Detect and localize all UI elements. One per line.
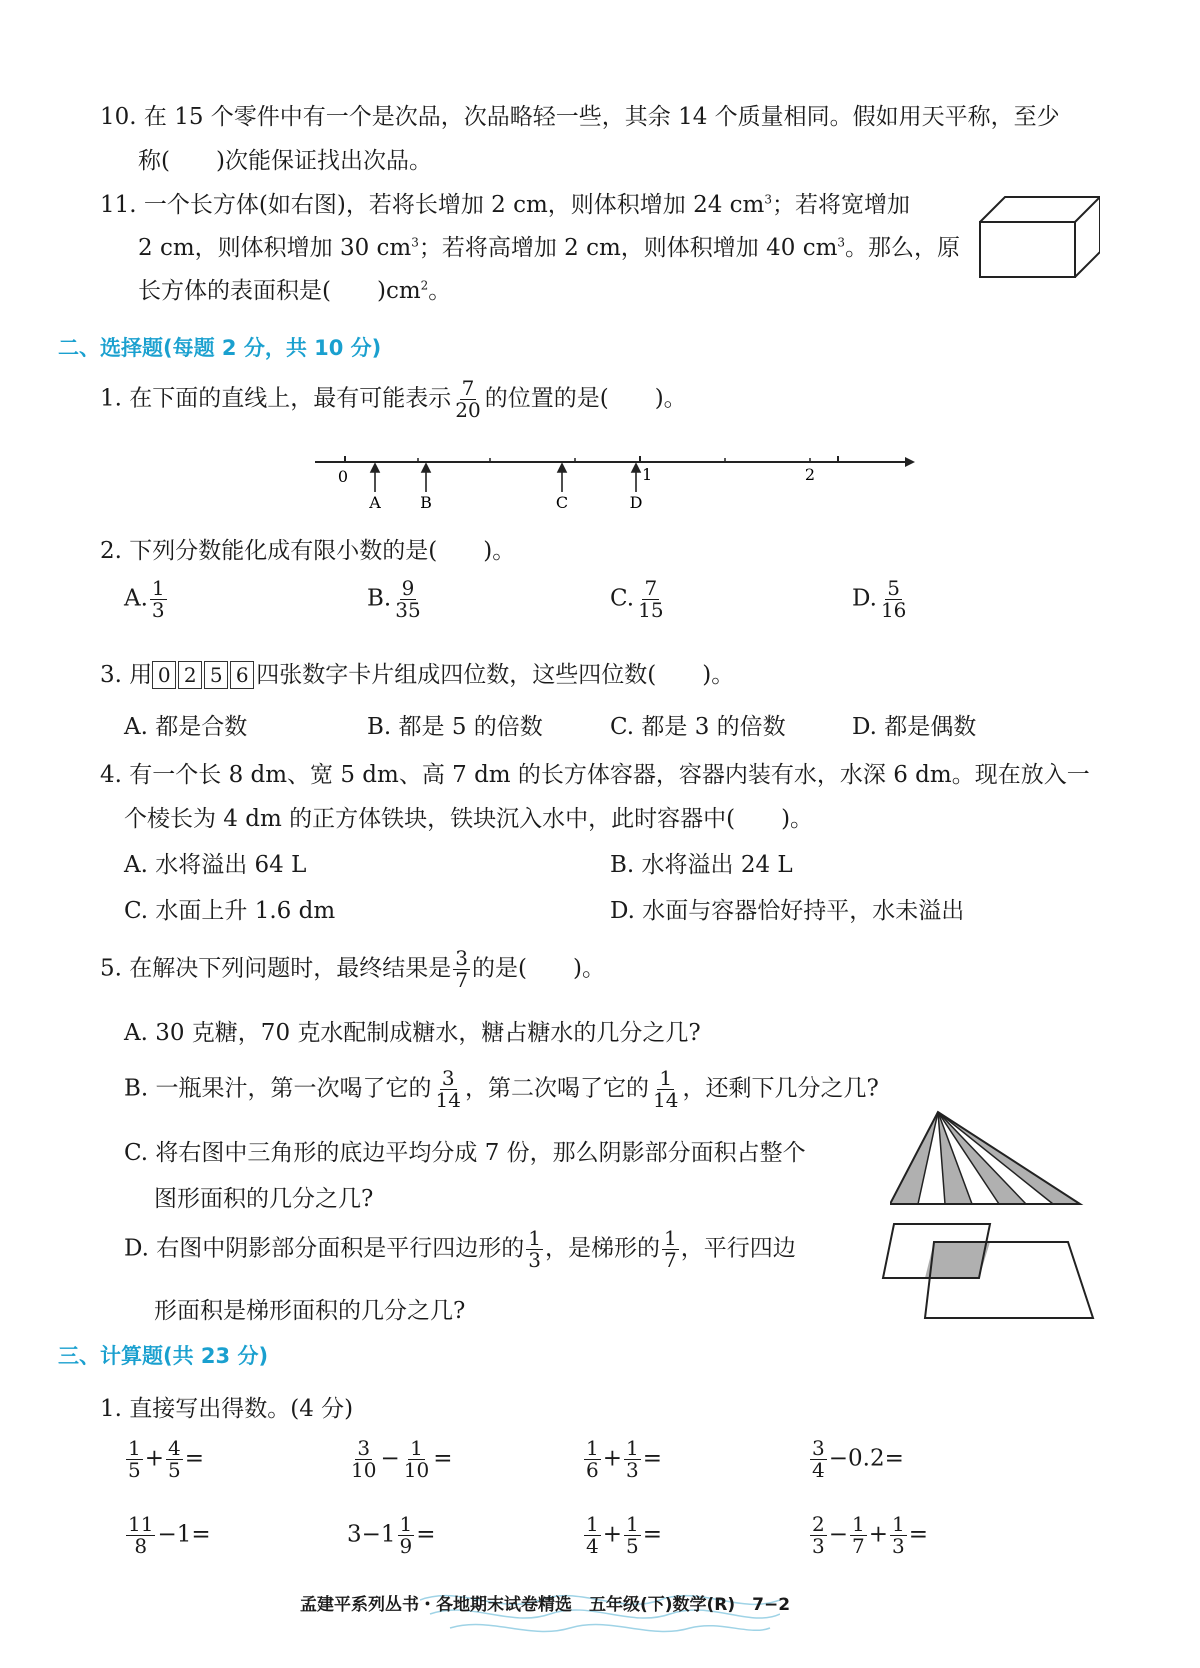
fraction: $\frac{3}{7}$ bbox=[455, 946, 468, 992]
cuboid-figure bbox=[975, 192, 1100, 282]
calc-r1c4: $\frac{3}{4}$ −0.2= bbox=[812, 1436, 904, 1482]
s2q3-option-d: D. 都是偶数 bbox=[852, 714, 977, 740]
q11-line1: 11. 一个长方体(如右图)，若将长增加 2 cm，则体积增加 24 $cm^3$；若将宽增加 bbox=[100, 192, 911, 218]
tick-label-2: 2 bbox=[804, 465, 816, 484]
digit-card: 5 bbox=[204, 661, 228, 689]
fraction: $\frac{11}{8}$ bbox=[128, 1512, 154, 1558]
calc-r1c2: $\frac{3}{10}$ − $\frac{1}{10}$ = bbox=[351, 1436, 453, 1482]
s2q4-option-d: D. 水面与容器恰好持平，水未溢出 bbox=[610, 898, 965, 924]
q10-line1: 10. 在 15 个零件中有一个是次品，次品略轻一些，其余 14 个质量相同。假如用天平称，至少 bbox=[100, 104, 1060, 130]
s2q5-stem: 5. 在解决下列问题时，最终结果是 $\frac{3}{7}$ 的是( )。 bbox=[100, 946, 605, 992]
fraction: $\frac{1}{14}$ bbox=[652, 1066, 679, 1112]
fraction: $\frac{1}{10}$ bbox=[403, 1436, 430, 1482]
section3-title: 三、计算题(共 23 分) bbox=[58, 1344, 269, 1368]
fraction: $\frac{5}{16}$ bbox=[880, 576, 907, 622]
point-label-c: C bbox=[555, 493, 569, 512]
calc-r2c4: $\frac{2}{3}$ − $\frac{1}{7}$ + $\frac{1}{3}$ = bbox=[812, 1512, 929, 1558]
s2q3-stem: 3. 用 0 2 5 6 四张数字卡片组成四位数，这些四位数( )。 bbox=[100, 662, 735, 688]
s2q3-option-c: C. 都是 3 的倍数 bbox=[610, 714, 786, 740]
calc-r2c3: $\frac{1}{4}$ + $\frac{1}{5}$ = bbox=[586, 1512, 663, 1558]
s3q1-stem: 1. 直接写出得数。(4 分) bbox=[100, 1396, 354, 1422]
fraction: $\frac{1}{6}$ bbox=[586, 1436, 599, 1482]
s2q1-stem: 1. 在下面的直线上，最有可能表示 $\frac{7}{20}$ 的位置的是( )。 bbox=[100, 376, 687, 422]
fraction: $\frac{1}{5}$ bbox=[626, 1512, 639, 1558]
s2q4-option-c: C. 水面上升 1.6 dm bbox=[124, 898, 336, 924]
q11-line3: 长方体的表面积是( )$cm^2$。 bbox=[138, 278, 452, 304]
s2q4-option-b: B. 水将溢出 24 L bbox=[610, 852, 793, 878]
q11-line2: 2 cm，则体积增加 30 $cm^3$；若将高增加 2 cm，则体积增加 40 $cm^3$。那么，原 bbox=[138, 235, 961, 261]
calc-r2c1: $\frac{11}{8}$ −1= bbox=[128, 1512, 211, 1558]
s2q4-option-a: A. 水将溢出 64 L bbox=[124, 852, 307, 878]
point-label-a: A bbox=[369, 493, 381, 512]
s2q2-option-a: A. $\frac{1}{3}$ bbox=[124, 576, 165, 622]
s2q5-option-d-line2: 形面积是梯形面积的几分之几? bbox=[154, 1298, 466, 1324]
s2q3-option-b: B. 都是 5 的倍数 bbox=[367, 714, 543, 740]
s2q5-option-b: B. 一瓶果汁，第一次喝了它的 $\frac{3}{14}$ ，第二次喝了它的 $\frac{1}{14}$ ，还剩下几分之几? bbox=[124, 1066, 879, 1112]
fraction: $\frac{9}{35}$ bbox=[395, 576, 421, 622]
fraction: $\frac{1}{9}$ bbox=[399, 1512, 413, 1558]
number-line bbox=[300, 440, 920, 515]
fraction: $\frac{3}{4}$ bbox=[812, 1436, 825, 1482]
calc-r1c3: $\frac{1}{6}$ + $\frac{1}{3}$ = bbox=[586, 1436, 663, 1482]
s2q2-option-d: D. $\frac{5}{16}$ bbox=[852, 576, 907, 622]
fraction: $\frac{1}{7}$ bbox=[852, 1512, 865, 1558]
fraction: $\frac{1}{3}$ bbox=[151, 576, 165, 622]
fraction: $\frac{7}{20}$ bbox=[455, 376, 481, 422]
fraction: $\frac{3}{10}$ bbox=[351, 1436, 377, 1482]
point-label-b: B bbox=[420, 493, 432, 512]
fraction: $\frac{4}{5}$ bbox=[168, 1436, 181, 1482]
point-label-d: D bbox=[629, 493, 643, 512]
s2q2-stem: 2. 下列分数能化成有限小数的是( )。 bbox=[100, 538, 516, 564]
fraction: $\frac{1}{7}$ bbox=[663, 1226, 677, 1272]
triangle-figure bbox=[890, 1110, 1095, 1210]
s2q4-line2: 个棱长为 4 dm 的正方体铁块，铁块沉入水中，此时容器中( )。 bbox=[124, 806, 814, 832]
s2q5-option-c-line1: C. 将右图中三角形的底边平均分成 7 份，那么阴影部分面积占整个 bbox=[124, 1140, 806, 1166]
section2-title: 二、选择题(每题 2 分，共 10 分) bbox=[58, 336, 382, 360]
fraction: $\frac{1}{3}$ bbox=[892, 1512, 905, 1558]
fraction: $\frac{3}{14}$ bbox=[435, 1066, 461, 1112]
parallelogram-trapezoid-figure bbox=[880, 1222, 1100, 1322]
tick-label-0: 0 bbox=[337, 467, 349, 486]
fraction: $\frac{7}{15}$ bbox=[638, 576, 664, 622]
s2q5-option-d-line1: D. 右图中阴影部分面积是平行四边形的 $\frac{1}{3}$ ，是梯形的 $\frac{1}{7}$ ，平行四边 bbox=[124, 1226, 796, 1272]
fraction: $\frac{2}{3}$ bbox=[812, 1512, 825, 1558]
calc-r2c2: 3−1 $\frac{1}{9}$ = bbox=[347, 1512, 436, 1558]
s2q2-option-b: B. $\frac{9}{35}$ bbox=[367, 576, 421, 622]
digit-card: 6 bbox=[230, 661, 254, 689]
digit-card: 0 bbox=[152, 661, 176, 689]
tick-label-1: 1 bbox=[642, 465, 653, 484]
digit-card: 2 bbox=[178, 661, 202, 689]
calc-r1c1: $\frac{1}{5}$ + $\frac{4}{5}$ = bbox=[128, 1436, 205, 1482]
s2q5-option-a: A. 30 克糖，70 克水配制成糖水，糖占糖水的几分之几? bbox=[124, 1020, 701, 1046]
footer-text: 孟建平系列丛书・各地期末试卷精选 五年级(下)数学(R) 7−2 bbox=[300, 1595, 791, 1615]
s2q4-line1: 4. 有一个长 8 dm、宽 5 dm、高 7 dm 的长方体容器，容器内装有水，水深 6 dm。现在放入一 bbox=[100, 762, 1090, 788]
s2q2-option-c: C. $\frac{7}{15}$ bbox=[610, 576, 664, 622]
q10-line2: 称( )次能保证找出次品。 bbox=[138, 148, 432, 174]
fraction: $\frac{1}{3}$ bbox=[626, 1436, 639, 1482]
s2q3-option-a: A. 都是合数 bbox=[124, 714, 248, 740]
fraction: $\frac{1}{4}$ bbox=[586, 1512, 599, 1558]
fraction: $\frac{1}{5}$ bbox=[128, 1436, 141, 1482]
fraction: $\frac{1}{3}$ bbox=[528, 1226, 541, 1272]
s2q5-option-c-line2: 图形面积的几分之几? bbox=[154, 1186, 374, 1212]
